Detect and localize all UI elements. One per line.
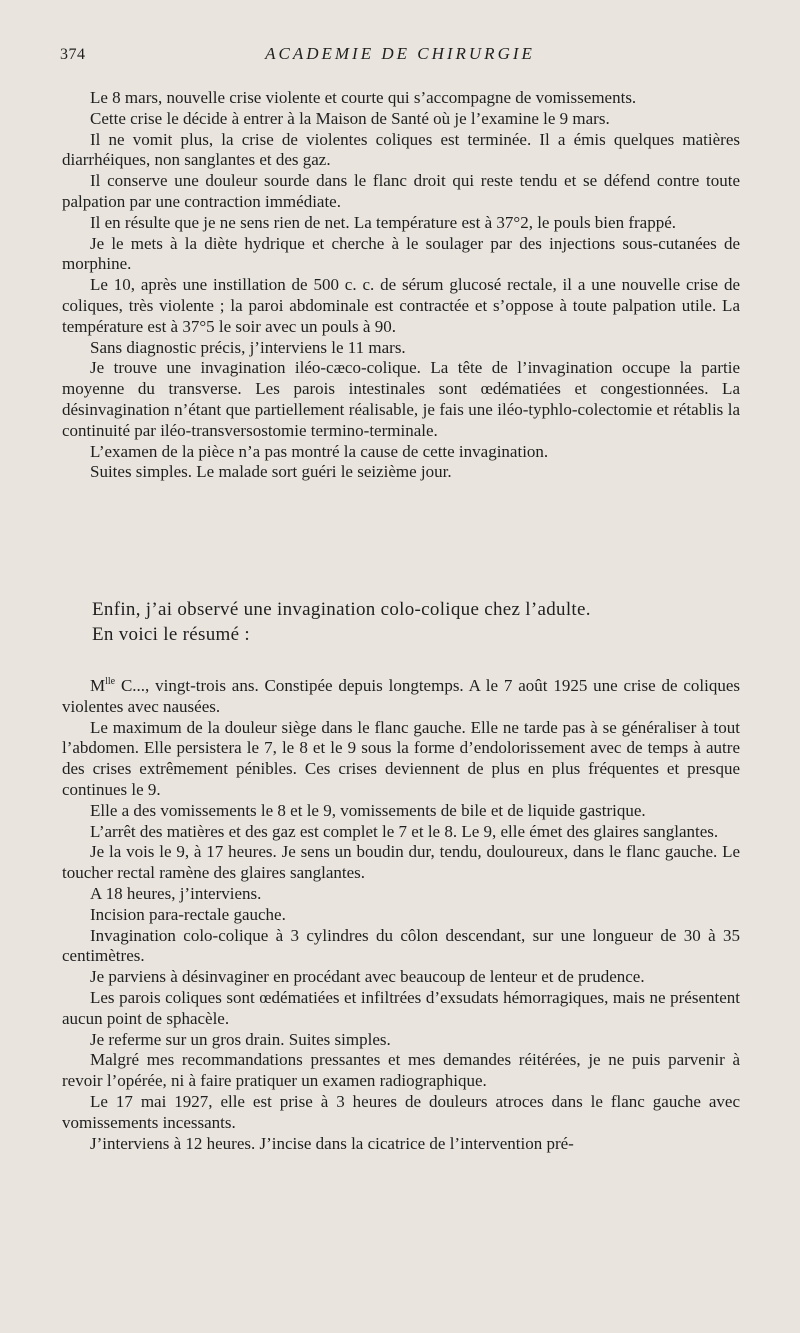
- paragraph: Sans diagnostic précis, j’interviens le 11 mars.: [90, 337, 406, 357]
- paragraph: Je la vois le 9, à 17 heures. Je sens un boudin dur, tendu, douloureux, dans le flanc gauche. Le toucher rectal ramène des glaires sanglantes.: [62, 842, 740, 883]
- paragraph: Il en résulte que je ne sens rien de net. La température est à 37°2, le pouls bien frappé.: [90, 212, 676, 232]
- title-abbrev: M: [90, 676, 106, 695]
- paragraph: Incision para-rectale gauche.: [90, 904, 286, 924]
- paragraph: Invagination colo-colique à 3 cylindres du côlon descendant, sur une longueur de 30 à 35 centimètres.: [62, 925, 740, 966]
- paragraph: Le 17 mai 1927, elle est prise à 3 heures de douleurs atroces dans le flanc gauche avec vomissements incessants.: [62, 1091, 740, 1132]
- running-title: ACADEMIE DE CHIRURGIE: [265, 44, 535, 63]
- paragraph: L’arrêt des matières et des gaz est complet le 7 et le 8. Le 9, elle émet des glaires sanglantes.: [90, 821, 719, 841]
- intro-line: Enfin, j’ai observé une invagination colo-colique chez l’adulte.: [92, 599, 591, 620]
- case-continuation-section: [62, 88, 740, 483]
- paragraph: Malgré mes recommandations pressantes et mes demandes réitérées, je ne puis parvenir à revoir l’opérée, ni à faire pratiquer un examen radiographique.: [62, 1050, 740, 1091]
- opening-text: C..., vingt-trois ans. Constipée depuis longtemps. A le 7 août 1925 une crise de coliques violentes avec nausées.: [62, 676, 740, 716]
- paragraph: Je referme sur un gros drain. Suites simples.: [90, 1029, 391, 1049]
- intro-section: [92, 597, 732, 647]
- paragraph: Le 8 mars, nouvelle crise violente et courte qui s’accompagne de vomissements.: [90, 88, 637, 107]
- paragraph: Je parviens à désinvaginer en procédant avec beaucoup de lenteur et de prudence.: [90, 967, 645, 987]
- paragraph: Je le mets à la diète hydrique et cherche à le soulager par des injections sous-cutanées de morphine.: [62, 233, 740, 274]
- case-report-section: [62, 676, 740, 1154]
- paragraph: Elle a des vomissements le 8 et le 9, vomissements de bile et de liquide gastrique.: [90, 800, 646, 820]
- paragraph: Je trouve une invagination iléo-cæco-colique. La tête de l’invagination occupe la partie moyenne du transverse. Les parois intestinales sont œdématiées et congestionnées. La désinvagination n’étant que partiellement réalisable, je fais une iléo-typhlo-colectomie et rétablis la continuité par iléo-transversostomie termino-terminale.: [62, 358, 740, 440]
- page-number: 374: [60, 46, 86, 63]
- paragraph: Le maximum de la douleur siège dans le flanc gauche. Elle ne tarde pas à se généraliser à tout l’abdomen. Elle persistera le 7, le 8 et le 9 sous la forme d’endolorissement avec de temps à autre des crises extrêmement pénibles. Ces crises deviennent de plus en plus fréquentes et presque continues le 9.: [62, 717, 740, 799]
- paragraph: Cette crise le décide à entrer à la Maison de Santé où je l’examine le 9 mars.: [90, 108, 610, 128]
- paragraph: Suites simples. Le malade sort guéri le seizième jour.: [90, 462, 452, 482]
- page-header: [60, 44, 740, 68]
- paragraph: A 18 heures, j’interviens.: [90, 883, 262, 903]
- paragraph: Le 10, après une instillation de 500 c. c. de sérum glucosé rectale, il a une nouvelle crise de coliques, très violente ; la paroi abdominale est contractée et s’oppose à toute palpation utile. La température est à 37°5 le soir avec un pouls à 90.: [62, 275, 740, 336]
- paragraph: J’interviens à 12 heures. J’incise dans la cicatrice de l’intervention pré-: [90, 1133, 574, 1153]
- paragraph: Il conserve une douleur sourde dans le flanc droit qui reste tendu et se défend contre toute palpation par une contraction immédiate.: [62, 171, 740, 211]
- title-abbrev-sup: lle: [105, 676, 116, 687]
- case-opening-paragraph: [62, 676, 740, 718]
- paragraph: Les parois coliques sont œdématiées et infiltrées d’exsudats hémorragiques, mais ne présentent aucun point de sphacèle.: [62, 987, 740, 1028]
- paragraph: L’examen de la pièce n’a pas montré la cause de cette invagination.: [90, 441, 549, 461]
- intro-line: En voici le résumé :: [92, 624, 250, 645]
- paragraph: Il ne vomit plus, la crise de violentes coliques est terminée. Il a émis quelques matières diarrhéiques, non sanglantes et des gaz.: [62, 129, 740, 170]
